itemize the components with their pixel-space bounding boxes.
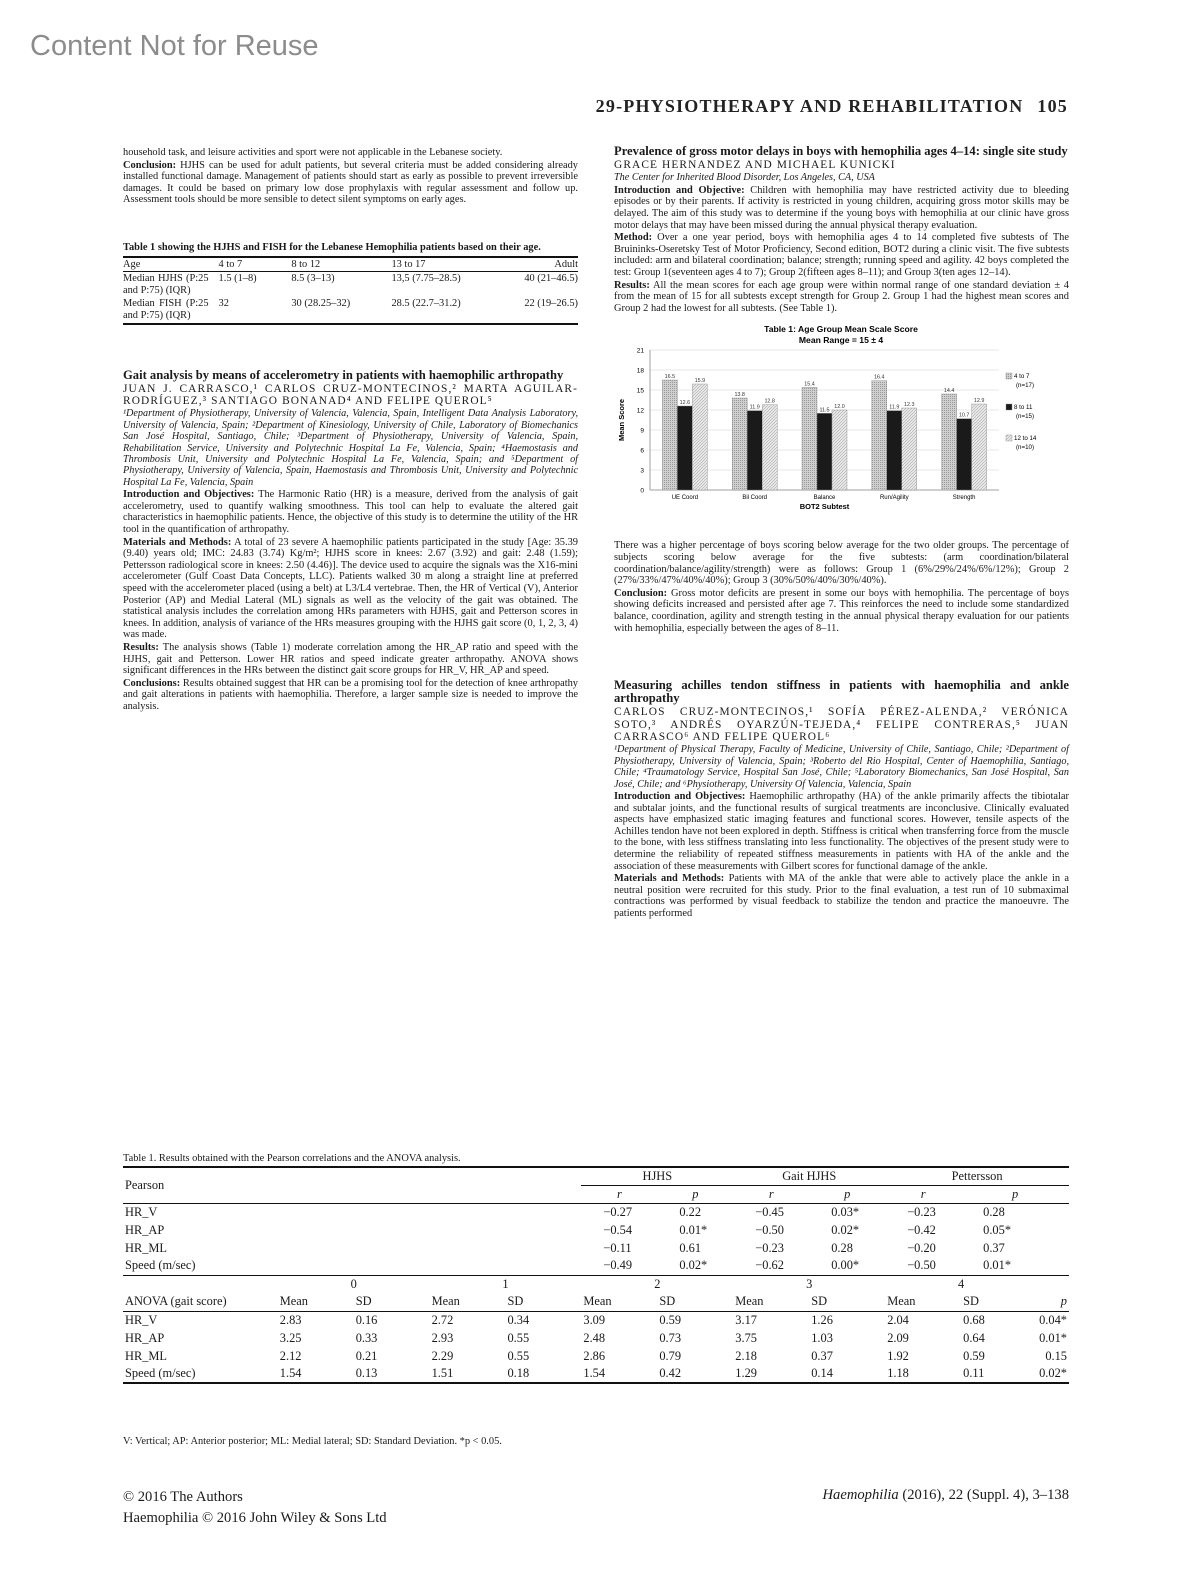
col-header: 13 to 17	[391, 257, 496, 272]
x-tick-label: Strength	[952, 495, 976, 502]
value-cell: −0.50	[907, 1258, 936, 1273]
value-cell: −0.20	[907, 1240, 936, 1255]
table-row	[123, 1347, 1069, 1365]
chart-svg	[614, 322, 1069, 522]
value-cell: 3.75	[735, 1330, 757, 1345]
bar	[832, 410, 847, 490]
anova-group-header: 2	[654, 1276, 661, 1291]
value-cell: 2.48	[583, 1330, 606, 1345]
bar-value-label: 11.5	[819, 407, 830, 414]
sd-header: SD	[659, 1294, 676, 1309]
r-header: r	[616, 1186, 622, 1201]
value-cell: 0.18	[507, 1366, 530, 1380]
conclusion-paragraph: Conclusion: HJHS can be used for adult patients, but several criteria must be added considering already installed functional damage. Management of patients should start as early as possible to prevent irreversible damages. It could be based on primary low dose prophylaxis with regular assessment and follow up. Assessment tools should be more sensible to detect silent symptoms on early ages.	[123, 159, 578, 206]
bar-chart	[614, 322, 1069, 522]
row-label: HR_ML	[125, 1348, 167, 1363]
bar	[802, 388, 817, 491]
value-cell: 0.01*	[679, 1222, 708, 1237]
value-cell: 0.28	[831, 1240, 853, 1255]
bar-value-label: 12.3	[904, 402, 915, 409]
table-footnote: V: Vertical; AP: Anterior posterior; ML: Medial lateral; SD: Standard Deviation. *p < 0.05.	[123, 1436, 502, 1447]
value-cell: 1.29	[735, 1366, 757, 1380]
p-value-cell: 0.15	[1045, 1348, 1067, 1363]
method-paragraph: Method: Over a one year period, boys with hemophilia ages 4 to 14 completed five subtests of The Bruininks-Oseretsky Test of Motor Proficiency, Second edition, BOT2 during a clinic visit. The five subtests included: arm and bilateral coordination; balance; strength; running speed and agility. 42 boys completed the test: Group 1(seventeen ages 4 to 7); Group 2(fifteen ages 8–11); and Group 3(ten ages 12–14).	[614, 232, 1069, 278]
value-cell: 0.01*	[983, 1258, 1012, 1273]
row-label: HR_AP	[125, 1330, 165, 1345]
table-cell	[1037, 1275, 1069, 1293]
value-cell: 2.86	[583, 1348, 606, 1363]
intro-paragraph: Introduction and Objective: Children with hemophilia may have restricted activity due to bleeding episodes or by their parents. If activity is restricted in young children, acquiring gross motor skills may be delayed. The aim of this study was to determine if the young boys with hemophilia at our clinic have gross motor delays that may have been missed during the annual physical therapy evaluation.	[614, 184, 1069, 231]
value-cell: 1.26	[811, 1312, 833, 1327]
value-cell: −0.27	[603, 1204, 633, 1219]
anova-label: ANOVA (gait score)	[125, 1294, 227, 1309]
y-axis-label: Mean Score	[617, 399, 626, 442]
journal-name: Haemophilia	[822, 1487, 899, 1503]
legend-swatch	[1006, 435, 1012, 441]
value-cell: 0.79	[659, 1348, 682, 1363]
bar	[902, 408, 917, 490]
watermark: Content Not for Reuse	[30, 30, 319, 62]
value-cell: 0.14	[811, 1366, 833, 1380]
row-label: HR_V	[125, 1204, 158, 1219]
bar-value-label: 15.4	[804, 381, 815, 388]
value-cell: 3.17	[735, 1312, 757, 1327]
value-cell: 2.12	[279, 1348, 302, 1363]
value-cell: 0.28	[983, 1204, 1005, 1219]
value-cell: 0.59	[659, 1312, 682, 1327]
x-axis-label: BOT2 Subtest	[799, 502, 850, 512]
value-cell: 0.16	[355, 1312, 378, 1327]
mean-header: Mean	[887, 1294, 916, 1309]
value-cell: 0.21	[355, 1348, 378, 1363]
methods-paragraph: Materials and Methods: A total of 23 severe A haemophilic patients participated in the study [Age: 35.39 (9.40) years old; IMC: 24.83 (3.74) Kg/m²; HJHS score in knees: 2.67 (3.92) and gait: 2.48 (1.59); Pettersson radiological score in knees: 2.50 (4.46)]. The device used to acquire the signals was the X16-mini accelerometer (Gulf Coast Data Concepts, LLC). Patients walked 30 m along a straight line at preferred speed with the accelerometer placed (using a belt) at L3/L4 vertebrae. Then, the HR of Vertical (V), Anterior Posterior (AP) and Medial Lateral (ML) signals as well as the velocity of the gait was obtained. The statistical analysis includes the correlation among HRs parameters with HJHS, gait and Petterson scores in knees. In addition, analysis of variance of the HRs measures grouping with the HJHS gait score (0, 1, 2, 3, 4) was made.	[123, 536, 578, 641]
bar-value-label: 12.8	[764, 399, 775, 406]
group-header: Pettersson	[885, 1167, 1069, 1185]
value-cell: 0.05*	[983, 1222, 1012, 1237]
bar	[762, 405, 777, 490]
copyright-line: © 2016 The Authors	[123, 1489, 243, 1505]
col-header: 4 to 7	[219, 257, 292, 272]
hjhs-fish-table	[123, 256, 578, 325]
col-header: 8 to 12	[291, 257, 391, 272]
value-cell: 2.93	[431, 1330, 454, 1345]
legend-label: 8 to 11	[1014, 404, 1033, 412]
article-affiliations: ¹Department of Physical Therapy, Faculty of Medicine, University of Chile, Santiago, Chile; ²Department of Physiotherapy, University of Valencia, Spain; ³Roberto del Rio Hospital, Center of Haemophilia, Santiago, Chile; ⁴Traumatology Service, Hospital San José, Chile; ⁵Laboratory Biomechanics, San José Hospital, San José, Chile; and ⁶Physiotherapy, University Of Valencia, Valencia, Spain	[614, 744, 1069, 790]
bar-value-label: 12.9	[973, 398, 985, 405]
p-value-cell: 0.04*	[1039, 1312, 1067, 1327]
value-cell: 0.61	[679, 1240, 702, 1255]
table-cell	[278, 1167, 582, 1185]
value-cell: 2.72	[431, 1312, 454, 1327]
table-row	[123, 1365, 1069, 1383]
x-tick-label: UE Coord	[671, 495, 699, 502]
results-paragraph: Results: The analysis shows (Table 1) moderate correlation among the HR_AP ratio and speed with the HJHS, gait and Petterson. Lower HR ratios and speed indicate greater arthropathy. ANOVA shows significant differences in the HRs between the distinct gait score groups for HR_V, HR_AP and speed.	[123, 641, 578, 677]
y-tick-label: 9	[640, 427, 644, 435]
footer-copyright	[123, 1487, 387, 1529]
p-value-cell: 0.02*	[1039, 1366, 1067, 1380]
left-column	[123, 147, 578, 713]
pearson-anova-table	[123, 1166, 1069, 1384]
value-cell: 1.92	[887, 1348, 909, 1363]
x-tick-label: Bil Coord	[742, 495, 768, 502]
table-row	[123, 1329, 1069, 1347]
value-cell: 0.00*	[831, 1258, 860, 1273]
value-cell: 0.55	[507, 1330, 530, 1345]
r-header: r	[920, 1186, 926, 1201]
sd-header: SD	[507, 1294, 524, 1309]
table-row	[123, 1239, 1069, 1257]
group-header: Gait HJHS	[733, 1167, 885, 1185]
legend-swatch	[1006, 373, 1012, 379]
value-cell: −0.11	[603, 1240, 632, 1255]
value-cell: 3.09	[583, 1312, 606, 1327]
section-title: 29-PHYSIOTHERAPY AND REHABILITATION	[595, 96, 1024, 116]
table-cell	[278, 1239, 582, 1257]
anova-group-header: 1	[502, 1276, 509, 1291]
p-header: p	[844, 1186, 851, 1201]
table-cell	[123, 1275, 278, 1293]
intro-paragraph: Introduction and Objectives: Haemophilic arthropathy (HA) of the ankle primarily affects the tibiotalar and subtalar joints, and the functional results of surgical treatments are inconclusive. Clinically evaluated aspects have emphasized static imaging features and functional scores. However, tensile aspects of the Achilles tendon have not been explored in depth. Stiffness is critical when transferring force from the muscle to the bone, with less stiffness translating into less functionality. The objectives of the present study were to determine the reliability of repeated stiffness measurements in patients with HA of the ankle and the association of these measurements with Gilbert scores for functional damage of the ankle.	[614, 790, 1069, 872]
page-number: 105	[1037, 96, 1068, 116]
chart-title: Table 1: Age Group Mean Scale Score	[764, 324, 918, 335]
y-tick-label: 12	[636, 407, 644, 415]
methods-paragraph: Materials and Methods: Patients with MA of the ankle that were able to actively place the ankle in a neutral position were recruited for this study. Prior to the final evaluation, a test run of 10 submaximal contractions was performed by visual feedback to stabilize the tendon and practice the manoeuvre. The patients performed	[614, 873, 1069, 919]
bar-value-label: 10.7	[958, 413, 970, 420]
intro-paragraph: Introduction and Objectives: The Harmonic Ratio (HR) is a measure, derived from the analysis of gait accelerometry, used to quantify walking smoothness. This tool can help to evaluate the altered gait characteristics in haemophilic patients. Hence, the objective of this study is to determine the utility of the HR tool in the quantification of arthropathy.	[123, 489, 579, 535]
value-cell: 0.42	[659, 1366, 682, 1380]
table-cell	[278, 1257, 582, 1275]
article-title: Prevalence of gross motor delays in boys with hemophilia ages 4–14: single site study	[614, 144, 1068, 158]
article-title: Measuring achilles tendon stiffness in patients with haemophilia and ankle arthropathy	[614, 678, 1069, 706]
value-cell: 0.03*	[831, 1204, 860, 1219]
row-label: HR_AP	[125, 1222, 165, 1237]
legend-label: (n=10)	[1016, 444, 1035, 452]
bar-value-label: 14.4	[943, 388, 955, 395]
legend-label: (n=17)	[1016, 382, 1035, 390]
value-cell: 0.02*	[679, 1258, 708, 1273]
sd-header: SD	[355, 1294, 372, 1309]
legend-label: 4 to 7	[1014, 373, 1030, 381]
value-cell: 0.64	[963, 1330, 985, 1345]
value-cell: 0.13	[355, 1366, 378, 1380]
y-tick-label: 6	[640, 447, 644, 455]
y-tick-label: 3	[640, 467, 644, 475]
value-cell: 2.83	[279, 1312, 302, 1327]
sd-header: SD	[811, 1294, 828, 1309]
anova-group-header: 0	[350, 1276, 357, 1291]
y-tick-label: 0	[640, 487, 644, 495]
table-cell	[278, 1185, 582, 1203]
row-label: HR_ML	[125, 1240, 167, 1255]
value-cell: 2.04	[887, 1312, 909, 1327]
legend-label: (n=15)	[1016, 413, 1035, 421]
table-cell	[278, 1203, 582, 1221]
row-label: HR_V	[125, 1312, 158, 1327]
value-cell: 0.55	[507, 1348, 530, 1363]
table-row	[123, 1311, 1069, 1329]
value-cell: −0.42	[907, 1222, 936, 1237]
value-cell: 3.25	[279, 1330, 302, 1345]
article-title: Gait analysis by means of accelerometry in patients with haemophilic arthropathy	[123, 367, 564, 382]
results-paragraph: Results: All the mean scores for each age group were within normal range of one standard deviation ± 4 from the mean of 15 for all subtests except strength for Group 2. Group 1 had the highest mean scores and Group 2 had the lowest for all subtests. (See Table 1).	[614, 279, 1069, 314]
table-row: Median HJHS (P:25 and P:75) (IQR) 1.5 (1–8) 8.5 (3–13) 13,5 (7.75–28.5) 40 (21–46.5)	[123, 273, 578, 296]
anova-group-row	[123, 1275, 1069, 1293]
value-cell: −0.54	[603, 1222, 633, 1237]
table-header-row	[123, 1167, 1069, 1185]
bar	[732, 398, 747, 490]
bar	[692, 384, 707, 490]
sd-header: SD	[963, 1294, 979, 1309]
anova-group-header: 3	[806, 1276, 813, 1291]
bar	[817, 414, 832, 491]
p-header: p	[1060, 1294, 1067, 1309]
group-header: HJHS	[581, 1167, 733, 1185]
value-cell: −0.49	[603, 1258, 633, 1273]
article-affiliations: The Center for Inherited Blood Disorder, Los Angeles, CA, USA	[614, 172, 875, 184]
article-authors: GRACE HERNANDEZ AND MICHAEL KUNICKI	[614, 159, 896, 171]
bar-value-label: 16.4	[874, 375, 885, 382]
bar	[747, 411, 762, 490]
value-cell: 1.18	[887, 1366, 909, 1380]
p-header: p	[1011, 1186, 1019, 1201]
value-cell: 0.68	[963, 1312, 985, 1327]
table-row	[123, 1203, 1069, 1221]
value-cell: 1.51	[431, 1366, 454, 1380]
article-authors: JUAN J. CARRASCO,¹ CARLOS CRUZ-MONTECINOS,² MARTA AGUILAR-RODRÍGUEZ,³ SANTIAGO BONANAD⁴ AND FELIPE QUEROL⁵	[123, 382, 578, 407]
row-label: Speed (m/sec)	[125, 1366, 196, 1380]
bar-value-label: 13.8	[734, 392, 745, 399]
mean-header: Mean	[279, 1294, 308, 1309]
footer-citation	[823, 1487, 1069, 1504]
value-cell: 0.73	[659, 1330, 682, 1345]
bar	[942, 394, 957, 490]
bar-value-label: 16.5	[664, 374, 676, 381]
p-header: p	[692, 1186, 699, 1201]
article-affiliations: ¹Department of Physiotherapy, University of Valencia, Valencia, Spain, Intelligent Data Analysis Laboratory, University of Valencia, Spain; ²Department of Kinesiology, University of Chile, Laboratory of Biomechanics San José Hospital, Santiago, Chile; ³Department of Physiotherapy, University of Valencia, Spain, Rehabilitation Service, University and Polytechnic Hospital La Fe, Valencia, Spain; ⁴Haemostasis and Thrombosis Unit, University and Polytechnic Hospital La Fe, Valencia, Spain; and ⁵Department of Physiotherapy, University of Valencia, Spain, Haemostasis and Thrombosis Unit, University and Polytechnic Hospital La Fe, Valencia, Spain	[123, 408, 578, 488]
value-cell: 0.37	[983, 1240, 1005, 1255]
table-cell	[278, 1221, 582, 1239]
col-header: Adult	[496, 257, 578, 272]
bar-value-label: 12.0	[834, 404, 845, 411]
value-cell: −0.50	[755, 1222, 784, 1237]
anova-header-row	[123, 1293, 1069, 1311]
bar-value-label: 11.9	[889, 405, 900, 412]
copyright-line: Haemophilia © 2016 John Wiley & Sons Ltd	[123, 1510, 387, 1526]
value-cell: 1.03	[811, 1330, 833, 1345]
chart-subtitle: Mean Range = 15 ± 4	[798, 335, 884, 346]
bar	[957, 419, 972, 490]
bar	[887, 411, 902, 490]
r-header: r	[768, 1186, 774, 1201]
bar	[972, 404, 987, 490]
value-cell: 0.59	[963, 1348, 985, 1363]
article-authors: CARLOS CRUZ-MONTECINOS,¹ SOFÍA PÉREZ-ALENDA,² VERÓNICA SOTO,³ ANDRÉS OYARZÚN-TEJEDA,⁴ FELIPE CONTRERAS,⁵ JUAN CARRASCO⁶ AND FELIPE QUEROL⁶	[614, 706, 1069, 743]
results-table	[123, 1166, 1069, 1384]
y-tick-label: 21	[636, 347, 644, 355]
y-tick-label: 18	[636, 367, 644, 375]
value-cell: −0.45	[755, 1204, 784, 1219]
value-cell: −0.62	[755, 1258, 784, 1273]
col-header: Age	[123, 257, 219, 272]
running-head	[596, 96, 1068, 117]
table1-caption: Table 1 showing the HJHS and FISH for the Lebanese Hemophilia patients based on their age.	[123, 241, 541, 253]
mean-header: Mean	[431, 1294, 460, 1309]
value-cell: 0.02*	[831, 1222, 860, 1237]
value-cell: 1.54	[279, 1366, 302, 1380]
bar	[677, 406, 692, 490]
p-value-cell: 0.01*	[1039, 1330, 1067, 1345]
value-cell: 2.29	[431, 1348, 454, 1363]
citation: (2016), 22 (Suppl. 4), 3–138	[898, 1487, 1069, 1503]
table2-caption: Table 1. Results obtained with the Pearson correlations and the ANOVA analysis.	[123, 1153, 461, 1164]
value-cell: 1.54	[583, 1366, 606, 1380]
value-cell: 0.33	[355, 1330, 378, 1345]
legend-swatch	[1006, 404, 1012, 410]
bar	[872, 381, 887, 490]
value-cell: 2.09	[887, 1330, 909, 1345]
x-tick-label: Balance	[813, 495, 836, 502]
anova-group-header: 4	[958, 1276, 965, 1291]
continued-text: household task, and leisure activities and sport were not applicable in the Lebanese society.	[123, 147, 503, 158]
after-chart-paragraph: There was a higher percentage of boys scoring below average for the two older groups. The percentage of subjects scoring below average for the five subtests: (arm coordination/bilateral coordination/balance/agility/strength) were as follows: Group 1 (6%/29%/24%/6%/12%); Group 2 (27%/33%/47%/40%/40%); Group 3 (30%/50%/40%/30%/40%).	[614, 540, 1069, 587]
table-row: Median FISH (P:25 and P:75) (IQR) 32 30 (28.25–32) 28.5 (22.7–31.2) 22 (19–26.5)	[123, 298, 578, 321]
value-cell: 2.18	[735, 1348, 757, 1363]
right-column	[614, 145, 1069, 920]
value-cell: 0.34	[507, 1312, 530, 1327]
value-cell: −0.23	[907, 1204, 936, 1219]
row-label: Speed (m/sec)	[125, 1258, 196, 1273]
mean-header: Mean	[735, 1294, 764, 1309]
value-cell: 0.22	[679, 1204, 702, 1219]
bar-value-label: 12.6	[679, 400, 691, 407]
mean-header: Mean	[583, 1294, 612, 1309]
table-row	[123, 1221, 1069, 1239]
value-cell: 0.11	[963, 1366, 985, 1380]
value-cell: 0.37	[811, 1348, 833, 1363]
value-cell: −0.23	[755, 1240, 784, 1255]
bar-value-label: 11.9	[749, 405, 760, 412]
table-row	[123, 1257, 1069, 1275]
y-tick-label: 15	[636, 387, 644, 395]
bar	[662, 380, 677, 490]
bar-value-label: 15.9	[694, 378, 706, 385]
x-tick-label: Run/Agility	[879, 495, 909, 502]
pearson-label: Pearson	[125, 1177, 165, 1192]
conclusion-paragraph: Conclusion: Gross motor deficits are present in some our boys with hemophilia. The percentage of boys showing deficits increased and persisted after age 7. This reinforces the need to include some standardized balance, coordination, agility and strength testing in the annual physical therapy evaluation for our patients with hemophilia, especially between the ages of 8–11.	[614, 587, 1069, 634]
legend-label: 12 to 14	[1014, 435, 1037, 443]
conclusions-paragraph: Conclusions: Results obtained suggest that HR can be a promising tool for the detection of knee arthropathy and gait alterations in patients with haemophilia. Therefore, a larger sample size is needed to improve the analysis.	[123, 677, 578, 712]
